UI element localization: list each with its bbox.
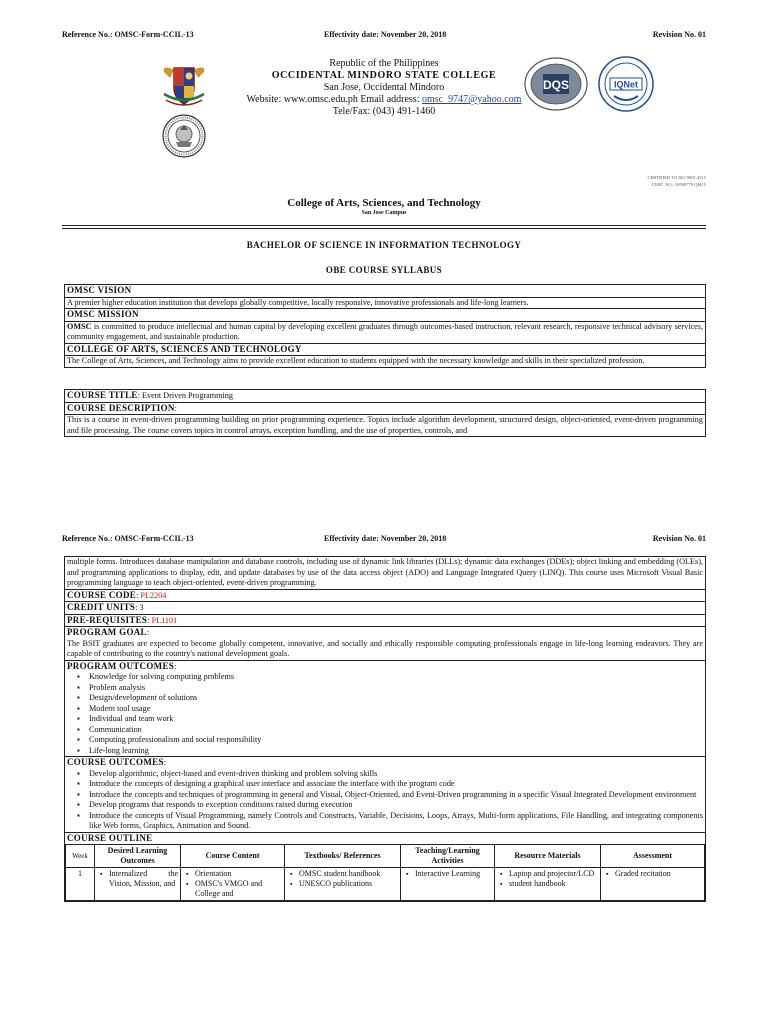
list-item: ▪ Life-long learning (89, 746, 703, 757)
prerequisites-label: PRE-REQUISITES (67, 614, 148, 625)
list-item: ▪ Knowledge for solving computing problems (89, 672, 703, 683)
mission-label: OMSC MISSION (67, 309, 139, 319)
program-outcomes-row (65, 660, 705, 757)
course-outline-label: COURSE OUTLINE (67, 832, 153, 843)
document-reference-line (62, 30, 706, 42)
program-goal-label: PROGRAM GOAL (67, 627, 147, 637)
list-item: ▪ Individual and team work (89, 714, 703, 725)
week-cell: 1 (66, 868, 95, 901)
list-item: ▪ Graded recitation (615, 869, 702, 879)
effectivity-date-2: Effectivity date: November 20, 2018 (324, 534, 447, 543)
vision-label: OMSC VISION (67, 285, 132, 295)
cas-label: COLLEGE OF ARTS, SCIENCES AND TECHNOLOGY (67, 343, 302, 354)
website-text: Website: www.omsc.edu.ph Email address: (246, 94, 420, 105)
prereq-colon: : (147, 615, 152, 625)
contact-line (0, 94, 768, 106)
syllabus-page-1 (0, 0, 768, 492)
list-item: ▪ Internalized the Vision, Mission, and (109, 869, 178, 889)
course-outline-table-wrap (65, 844, 705, 901)
mission-lead: OMSC (67, 321, 92, 331)
list-item: ▪ Develop programs that responds to exception conditions raised during execution (89, 800, 703, 811)
course-code-value: PL2204 (140, 590, 167, 600)
iso-cert-line: CERTIFIED TO ISO 9001:2015 (647, 175, 706, 180)
list-item: ▪ Design/development of solutions (89, 693, 703, 704)
course-outline-label-row (65, 832, 705, 845)
content-cell (181, 868, 285, 901)
program-goal-text: The BSIT graduates are expected to become globally competent, innovative, and socially and ethically responsible computing professionals engage in life-long learning endeavors. They are capable of contributing to the country's national development goals. (67, 638, 703, 658)
vision-text: A premier higher education institution that develops globally competitive, locally responsive, innovative professionals and life-long learners. (65, 297, 705, 309)
assessment-cell (601, 868, 705, 901)
email-link[interactable]: omsc_9747@yahoo.com (421, 94, 522, 105)
course-description-label: COURSE DESCRIPTION (67, 402, 175, 413)
republic-line: Republic of the Philippines (329, 58, 439, 69)
list-item: ▪ Interactive Learning (415, 869, 492, 879)
course-info-table-part1 (64, 389, 706, 437)
list-item: ▪ Introduce the concepts of designing a graphical user interface and associate the interface with the program code (89, 779, 703, 790)
reference-number-2: Reference No.: OMSC-Form-CCIL-13 (62, 534, 194, 543)
credit-units-label: CREDIT UNITS (67, 602, 136, 612)
document-reference-line-2 (62, 534, 706, 546)
program-outcomes-label: PROGRAM OUTCOMES (67, 660, 175, 671)
course-outline-table (65, 844, 705, 901)
list-item: ▪ OMSC's VMGO and College and (195, 879, 282, 899)
column-header-assessment: Assessment (601, 845, 705, 868)
cas-label-row (65, 343, 705, 356)
course-code-label: COURSE CODE (67, 589, 137, 600)
list-item: ▪ student handbook (509, 879, 598, 889)
list-item: ▪ Develop algorithmic, object-based and event-driven thinking and problem solving skills (89, 769, 703, 780)
program-outcomes-list (67, 672, 703, 756)
course-info-table-part2 (64, 556, 706, 902)
column-header-references: Textbooks/ References (285, 845, 401, 868)
mission-label-row (65, 308, 705, 321)
revision-number: Revision No. 01 (652, 30, 706, 39)
list-item: ▪ Introduce the concepts of Visual Programming, namely Controls and Constructs, Variable, Decisions, Loops, Arrays, Multi-form applications, File Handling, and integrating components like Web forms, Graphics, Animation and Sound. (89, 811, 703, 832)
course-outcomes-label: COURSE OUTCOMES (67, 757, 164, 767)
vmg-table (64, 284, 706, 368)
effectivity-date: Effectivity date: November 20, 2018 (324, 30, 447, 39)
table-header-row (66, 845, 705, 868)
iso-certification-note (640, 174, 706, 188)
program-goal-row (65, 626, 705, 660)
column-header-week: Week (66, 845, 95, 868)
list-item: ▪ UNESCO publications (299, 879, 398, 889)
svg-text:IQNet: IQNet (613, 79, 639, 90)
syllabus-title: OBE COURSE SYLLABUS (325, 265, 443, 275)
goal-colon: : (146, 628, 150, 637)
resources-cell (495, 868, 601, 901)
credit-units-row (65, 601, 705, 614)
telefax-line: Tele/Fax: (043) 491-1460 (332, 106, 436, 117)
course-title-value: : Event Driven Programming (137, 391, 233, 400)
column-header-resources: Resource Materials (495, 845, 601, 868)
column-header-dlo: Desired Learning Outcomes (95, 845, 181, 868)
list-item: ▪ Laptop and projector/LCD (509, 869, 598, 879)
column-header-content: Course Content (181, 845, 285, 868)
list-item: ▪ Problem analysis (89, 683, 703, 694)
course-description-text-2: multiple forms. Introduces database manipulation and database controls, including use of dynamic link libraries (DLLs); dynamic data exchanges (DDEs); object linking and embedding (OLEs), and programming applications to display, edit, and update databases by use of the data access object (ADO) and Language Integrated Query (LINQ). This course uses Microsoft Visual Basic programming language to teach object-oriented, event-driven programming. (67, 557, 703, 587)
list-item: ▪ OMSC student handbook (299, 869, 398, 879)
course-code-row (65, 589, 705, 602)
course-title-row (65, 390, 705, 402)
revision-number-2: Revision No. 01 (652, 534, 706, 543)
institution-name: OCCIDENTAL MINDORO STATE COLLEGE (271, 70, 497, 81)
dlo-cell (95, 868, 181, 901)
description-colon: : (174, 403, 177, 413)
vision-label-row (65, 285, 705, 297)
program-title: BACHELOR OF SCIENCE IN INFORMATION TECHNOLOGY (246, 240, 522, 250)
college-title: College of Arts, Sciences, and Technology (287, 197, 481, 209)
reference-number: Reference No.: OMSC-Form-CCIL-13 (62, 30, 194, 39)
co-colon: : (163, 758, 167, 767)
svg-text:DQS: DQS (542, 78, 570, 92)
prerequisites-row (65, 614, 705, 627)
campus-name: San Jose Campus (361, 210, 407, 216)
list-item: ▪ Computing professionalism and social responsibility (89, 735, 703, 746)
course-outcomes-row (65, 756, 705, 832)
page-gap (0, 492, 768, 518)
activities-cell (401, 868, 495, 901)
table-row (66, 868, 705, 901)
code-colon: : (136, 590, 141, 600)
course-description-label-row (65, 402, 705, 415)
course-description-text-1: This is a course in event-driven programming building on prior programming experience. Topics include algorithm development, structured design, object-oriented, event-driven programming and file processing. The course covers topics in control arrays, exception handling, and the use of properties, controls, and (67, 415, 703, 435)
cert-number-line: CERT. NO.: 50500779 QM15 (651, 182, 706, 187)
header-divider (62, 225, 706, 229)
po-colon: : (174, 661, 177, 671)
list-item: ▪ Modern tool usage (89, 704, 703, 715)
course-title-label: COURSE TITLE (67, 390, 138, 400)
mission-text-row (65, 321, 705, 343)
references-cell (285, 868, 401, 901)
prerequisites-value: PL1101 (151, 615, 178, 625)
cas-text: The College of Arts, Sciences, and Technology aims to provide excellent education to students equipped with the necessary knowledge and skills in their specialized profession. (65, 355, 705, 367)
column-header-activities: Teaching/Learning Activities (401, 845, 495, 868)
college-seal-logo (162, 114, 206, 158)
list-item: ▪ Communication (89, 725, 703, 736)
list-item: ▪ Orientation (195, 869, 282, 879)
mission-text: is committed to produce intellectual and human capital by developing excellent graduates through outcomes-based instruction, relevant research, responsive technical advisory services, community engagement, and sustainable production. (67, 321, 703, 341)
course-outcomes-list (67, 769, 703, 832)
credit-units-value: : 3 (135, 603, 144, 612)
institution-header (0, 58, 768, 118)
list-item: ▪ Introduce the concepts and techniques of programming in general and Visual, Object-Oriented, and Event-Driven programming in a specific Visual Integrated Development environment (89, 790, 703, 801)
institution-address: San Jose, Occidental Mindoro (323, 82, 445, 93)
